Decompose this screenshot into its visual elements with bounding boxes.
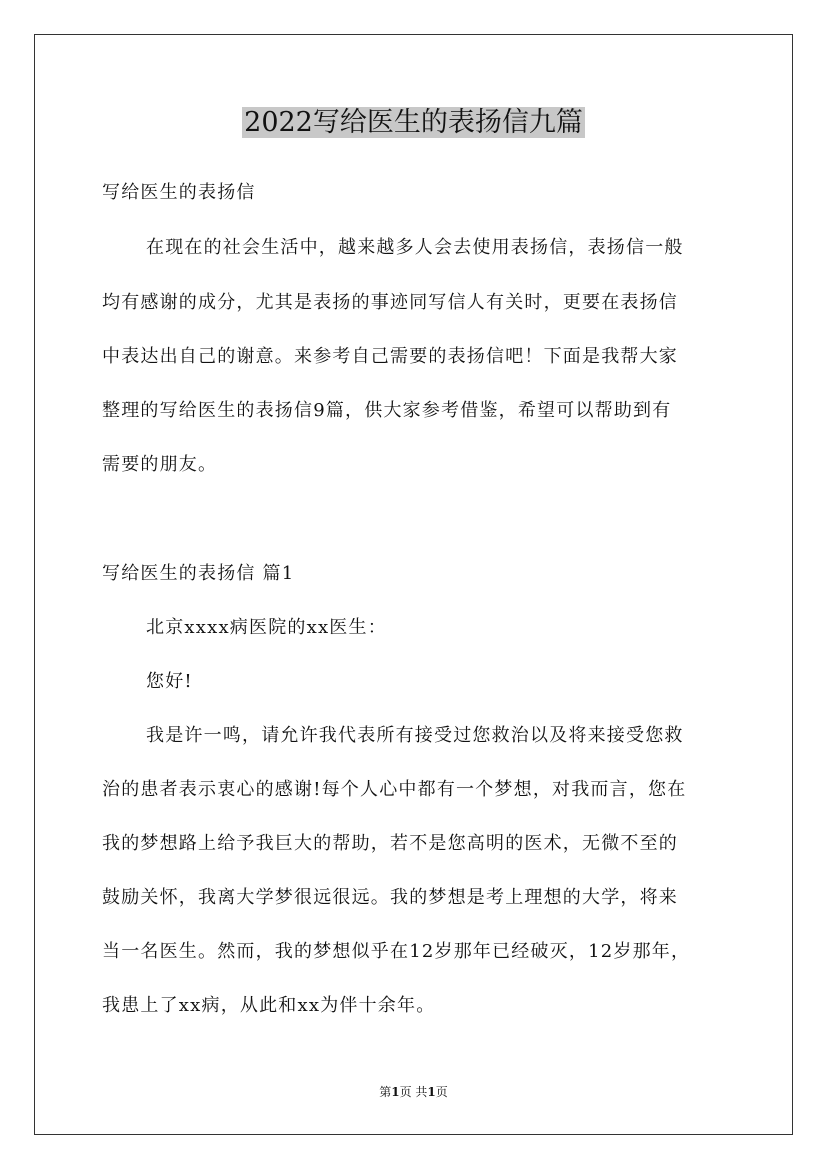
letter-salutation: 北京xxxx病医院的xx医生： xyxy=(146,617,387,638)
body-line: 治的患者表示衷心的感谢!每个人心中都有一个梦想，对我而言，您在 xyxy=(102,779,687,800)
body-line: 我患上了xx病，从此和xx为伴十余年。 xyxy=(102,995,436,1016)
footer-total-pages: 1 xyxy=(427,1085,436,1099)
intro-line: 需要的朋友。 xyxy=(102,454,218,475)
footer-suffix: 页 xyxy=(435,1085,448,1099)
body-line: 鼓励关怀，我离大学梦很远很远。我的梦想是考上理想的大学，将来 xyxy=(102,887,678,908)
footer-prefix: 第 xyxy=(379,1085,392,1099)
section-heading: 写给医生的表扬信 篇1 xyxy=(102,563,295,584)
intro-line: 整理的写给医生的表扬信9篇，供大家参考借鉴，希望可以帮助到有 xyxy=(102,400,672,421)
letter-greeting: 您好! xyxy=(146,671,193,692)
body-line: 当一名医生。然而，我的梦想似乎在12岁那年已经破灭，12岁那年， xyxy=(102,941,691,962)
page-footer xyxy=(0,1084,827,1100)
document-title-text: 2022写给医生的表扬信九篇 xyxy=(244,107,583,138)
footer-mid: 页 共 xyxy=(399,1085,428,1099)
intro-line: 均有感谢的成分，尤其是表扬的事迹同写信人有关时，更要在表扬信 xyxy=(102,292,678,313)
document-title xyxy=(0,104,827,142)
body-line: 我是许一鸣，请允许我代表所有接受过您救治以及将来接受您救 xyxy=(146,725,684,746)
footer-current-page: 1 xyxy=(391,1085,400,1099)
intro-line: 中表达出自己的谢意。来参考自己需要的表扬信吧！下面是我帮大家 xyxy=(102,346,678,367)
intro-line: 在现在的社会生活中，越来越多人会去使用表扬信，表扬信一般 xyxy=(146,237,684,258)
intro-heading: 写给医生的表扬信 xyxy=(102,182,256,203)
body-line: 我的梦想路上给予我巨大的帮助，若不是您高明的医术，无微不至的 xyxy=(102,833,678,854)
